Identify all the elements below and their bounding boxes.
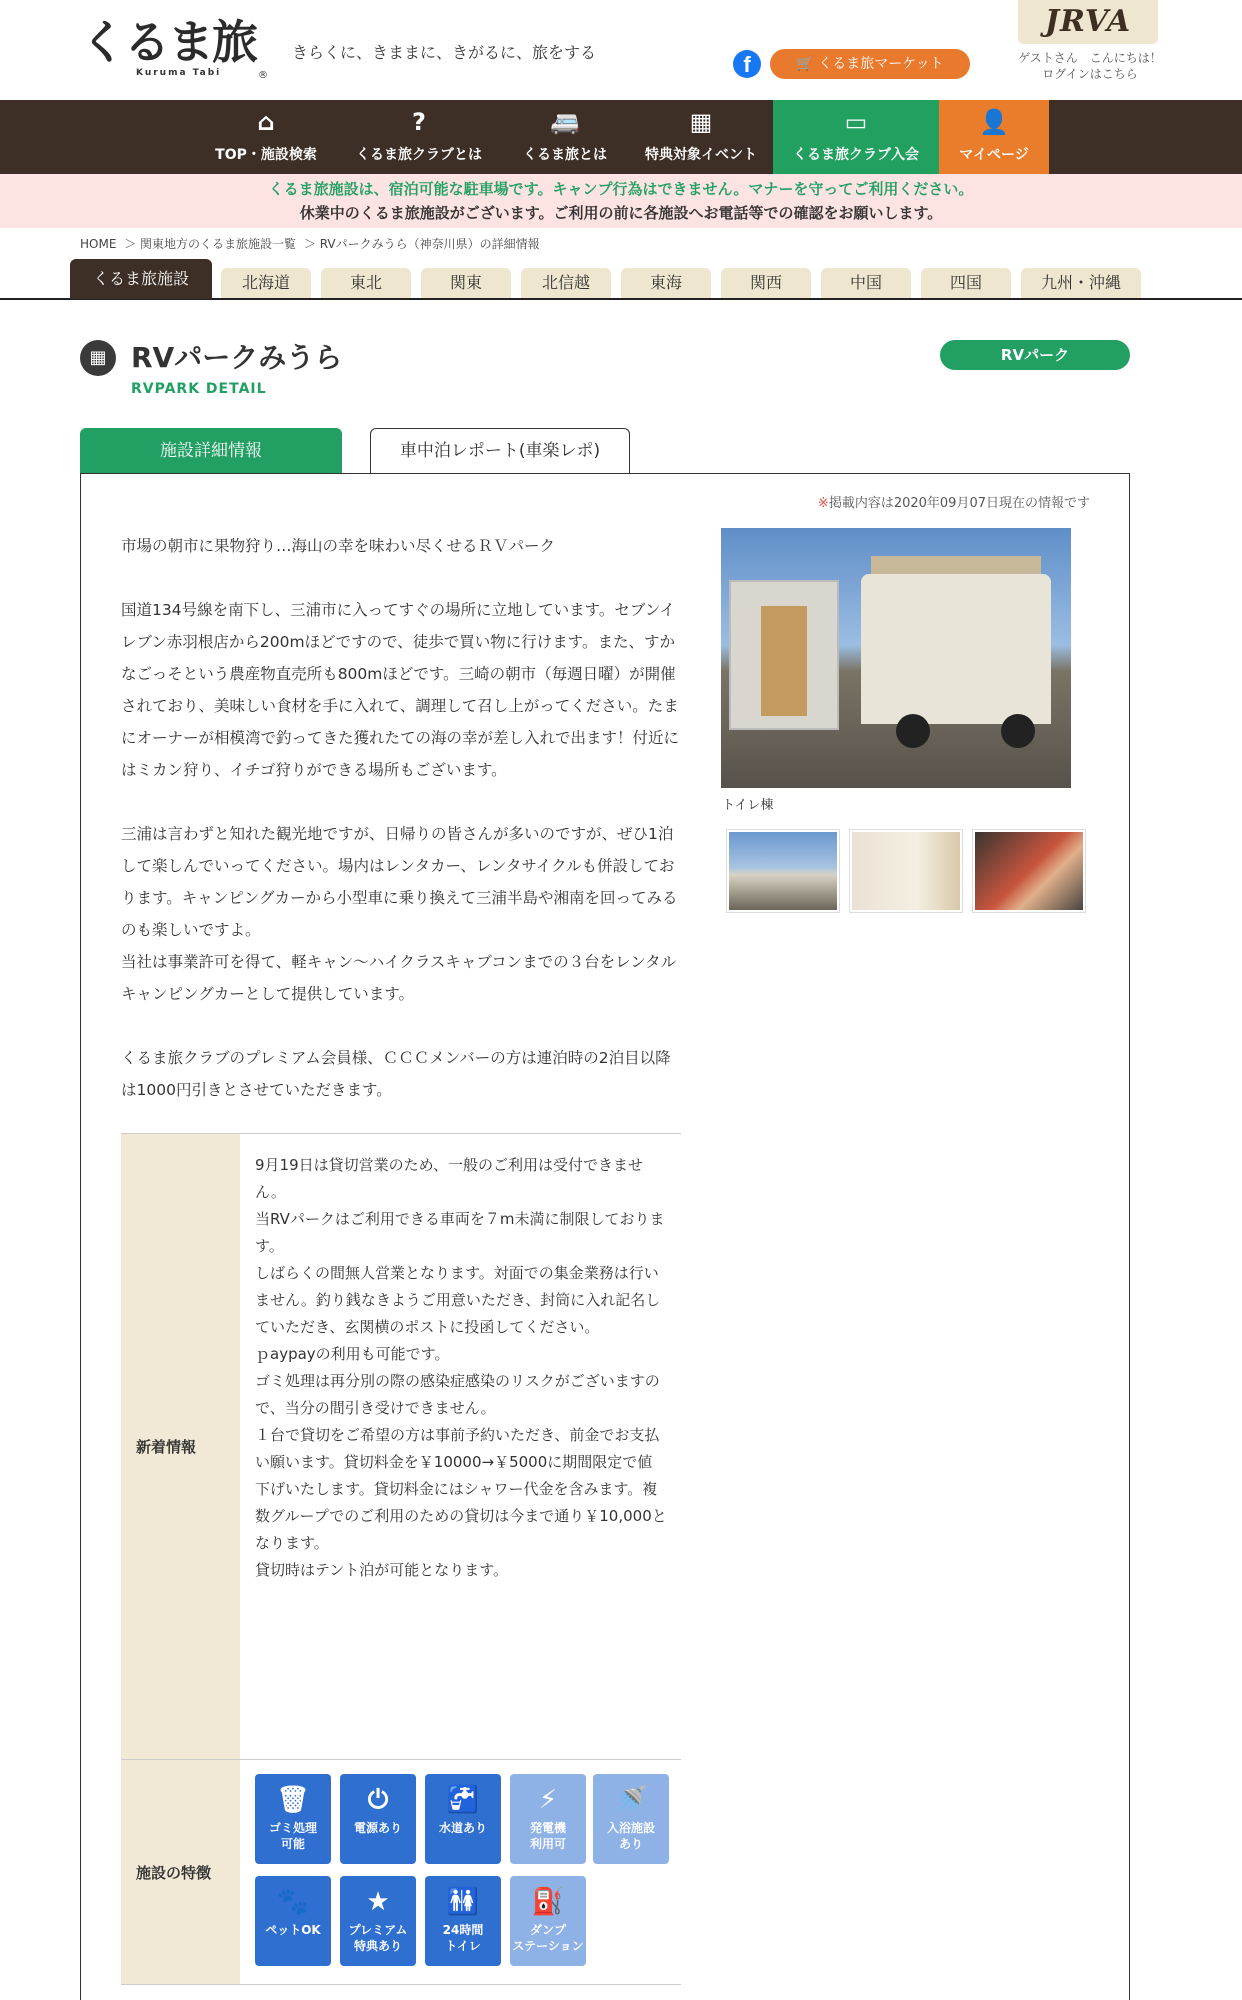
feature-power	[340, 1774, 416, 1864]
feature-garbage	[255, 1774, 331, 1864]
feature-dump-station	[510, 1876, 586, 1966]
nav-item-club[interactable]	[349, 100, 489, 174]
region-tab-kansai[interactable]: 関西	[721, 268, 811, 298]
description-paragraph: 三浦は言わずと知れた観光地ですが、日帰りの皆さんが多いのですが、ぜひ1泊して楽しんでいってください。場内はレンタカー、レンタサイクルも併設しております。キャンピングカーから小型車に乗り換えて三浦半島や湘南を回ってみるのも楽しいですよ。 当社は事業許可を得て、軽キャン〜ハイクラスキャブコンまでの３台をレンタルキャンピングカーとして提供しています。	[121, 825, 678, 1003]
nav-label: くるま旅クラブとは	[356, 147, 482, 163]
notice-line-1: くるま旅施設は、宿泊可能な駐車場です。キャンプ行為はできません。マナーを守ってご利用ください。	[268, 180, 974, 198]
main-nav	[0, 100, 1242, 174]
region-tab-tokai[interactable]: 東海	[621, 268, 711, 298]
feature-toilet	[425, 1876, 501, 1966]
feature-label: 発電機 利用可	[529, 1821, 566, 1851]
nav-label: くるま旅クラブ入会	[793, 147, 919, 163]
camper-truck-shape	[861, 574, 1051, 724]
as-of-mark: ※	[817, 496, 829, 511]
nav-item-mypage[interactable]	[939, 100, 1049, 174]
registered-mark: ®	[258, 70, 268, 81]
main-photo[interactable]	[721, 528, 1071, 788]
restroom-icon: 🚻	[446, 1887, 480, 1917]
user-icon: 👤	[979, 108, 1009, 136]
page-subtitle: RVPARK DETAIL	[131, 381, 267, 397]
region-tab-hokushinetsu[interactable]: 北信越	[521, 268, 611, 298]
guest-box	[1010, 50, 1170, 82]
nav-label: くるま旅とは	[523, 147, 607, 163]
shower-icon: 🚿	[614, 1785, 648, 1815]
page-title: RVパークみうら	[131, 341, 343, 374]
wheel-shape	[1001, 714, 1035, 748]
feature-label: 水道あり	[438, 1821, 487, 1835]
feature-label: 電源あり	[353, 1821, 402, 1835]
feature-label: ダンプ ステーション	[512, 1923, 584, 1953]
feature-bath	[593, 1774, 669, 1864]
site-logo[interactable]	[80, 16, 270, 82]
nav-label: 特典対象イベント	[645, 147, 757, 163]
logo-text: くるま旅	[80, 15, 256, 69]
thumbnail-toilet-interior[interactable]	[850, 830, 962, 912]
facility-description	[121, 530, 681, 1138]
as-of-date	[800, 492, 1090, 511]
paw-icon: 🐾	[276, 1887, 310, 1917]
feature-label: 24時間 トイレ	[442, 1923, 484, 1953]
description-paragraph: くるま旅クラブのプレミアム会員様、ＣＣＣメンバーの方は連泊時の2泊目以降は1000円引きとさせていただきます。	[121, 1049, 671, 1099]
generator-icon: ⚡	[538, 1785, 558, 1815]
facility-type-badge: RVパーク	[940, 340, 1130, 370]
breadcrumb-home[interactable]: HOME	[80, 237, 117, 251]
market-button[interactable]: 🛒 くるま旅マーケット	[770, 49, 970, 79]
breadcrumb-current: ＞ RVパークみうら（神奈川県）の詳細情報	[303, 237, 540, 251]
booth-door-shape	[761, 606, 807, 716]
region-tab-chugoku[interactable]: 中国	[821, 268, 911, 298]
thumbnail-fish[interactable]	[973, 830, 1085, 912]
jrva-logo[interactable]: JRVA	[1018, 0, 1158, 44]
news-row	[121, 1133, 681, 1759]
dump-station-icon: ⛽	[531, 1887, 565, 1917]
region-tab-tohoku[interactable]: 東北	[321, 268, 411, 298]
guest-greeting: ゲストさん こんにちは！	[1018, 51, 1162, 65]
home-icon: ⌂	[257, 108, 275, 136]
nav-item-events[interactable]	[636, 100, 766, 174]
photo-caption: トイレ棟	[722, 798, 774, 813]
thumbnail-toilet-building[interactable]	[727, 830, 839, 912]
tab-car-report[interactable]: 車中泊レポート(車楽レポ)	[370, 428, 630, 474]
wheel-shape	[896, 714, 930, 748]
question-icon: ?	[412, 108, 426, 136]
facility-icon: ▦	[80, 340, 116, 376]
news-text: 9月19日は貸切営業のため、一般のご利用は受付できません。 当RVパークはご利用できる車両を７m未満に制限しております。 しばらくの間無人営業となります。対面での集金業務は行いません。釣り銭なきようご用意いただき、封筒に入れ記名していただき、玄関横のポストに投函してください。 ｐaypayの利用も可能です。 ゴミ処理は再分別の際の感染症感染のリスクがございますので、当分の間引き受けできません。 １台で貸切をご希望の方は事前予約いただき、前金でお支払い願います。貸切料金を￥10000→￥5000に期間限定で値下げいたします。貸切料金にはシャワー代金を含みます。複数グループでのご利用のための貸切は今まで通り￥10,000となります。 貸切時はテント泊が可能となります。	[255, 1156, 667, 1579]
feature-water	[425, 1774, 501, 1864]
description-paragraph: 国道134号線を南下し、三浦市に入ってすぐの場所に立地しています。セブンイレブン赤羽根店から200mほどですので、徒歩で買い物に行けます。また、すかなごっそという農産物直売所も800mほどです。三崎の朝市（毎週日曜）が開催されており、美味しい食材を手に入れて、調理して召し上がってください。たまにオーナーが相模湾で釣ってきた獲れたての海の幸が差し入れで出ます！付近にはミカン狩り、イチゴ狩りができる場所もございます。	[121, 601, 680, 779]
feature-label: ゴミ処理 可能	[268, 1821, 317, 1851]
nav-item-about[interactable]	[512, 100, 618, 174]
region-tabs	[0, 256, 1242, 300]
notice-banner	[0, 174, 1242, 228]
region-tab-all[interactable]: くるま旅施設	[70, 259, 212, 299]
plug-icon: ⏻	[367, 1785, 389, 1815]
card-icon: ▭	[844, 108, 868, 136]
login-link[interactable]: ログインはこちら	[1042, 67, 1138, 81]
nav-label: マイページ	[959, 147, 1029, 163]
notice-line-2: 休業中のくるま旅施設がございます。ご利用の前に各施設へお電話等での確認をお願いします。	[299, 204, 943, 222]
nav-item-join[interactable]	[773, 100, 939, 174]
site-header	[0, 0, 1242, 100]
calendar-icon: ▦	[689, 108, 713, 136]
feature-label: ペットOK	[265, 1923, 321, 1937]
tagline: きらくに、きままに、きがるに、旅をする	[292, 43, 597, 62]
region-tab-kyushu[interactable]: 九州・沖縄	[1021, 268, 1141, 298]
camper-icon: 🚐	[550, 108, 580, 136]
feature-generator	[510, 1774, 586, 1864]
region-tab-kanto[interactable]: 関東	[421, 268, 511, 298]
breadcrumb	[80, 235, 544, 252]
description-lead: 市場の朝市に果物狩り…海山の幸を味わい尽くせるＲＶパーク	[121, 537, 556, 555]
feature-label: プレミアム 特典あり	[348, 1923, 408, 1953]
feature-pet	[255, 1876, 331, 1966]
region-tab-hokkaido[interactable]: 北海道	[221, 268, 311, 298]
trash-icon: 🗑	[276, 1785, 310, 1815]
facebook-icon[interactable]: f	[733, 50, 761, 78]
nav-label: TOP・施設検索	[215, 147, 317, 163]
features-label: 施設の特徴	[121, 1760, 240, 1984]
feature-premium	[340, 1876, 416, 1966]
news-label: 新着情報	[121, 1134, 240, 1759]
tab-facility-detail[interactable]: 施設詳細情報	[80, 428, 342, 474]
faucet-icon: 🚰	[446, 1785, 480, 1815]
as-of-text: 掲載内容は2020年09月07日現在の情報です	[828, 496, 1090, 511]
nav-item-top[interactable]	[207, 100, 325, 174]
feature-label: 入浴施設 あり	[606, 1821, 655, 1851]
star-icon: ★	[366, 1887, 390, 1917]
region-tab-shikoku[interactable]: 四国	[921, 268, 1011, 298]
breadcrumb-list[interactable]: ＞ 関東地方のくるま旅施設一覧	[124, 237, 297, 251]
logo-subtext: Kuruma Tabi	[136, 68, 222, 78]
